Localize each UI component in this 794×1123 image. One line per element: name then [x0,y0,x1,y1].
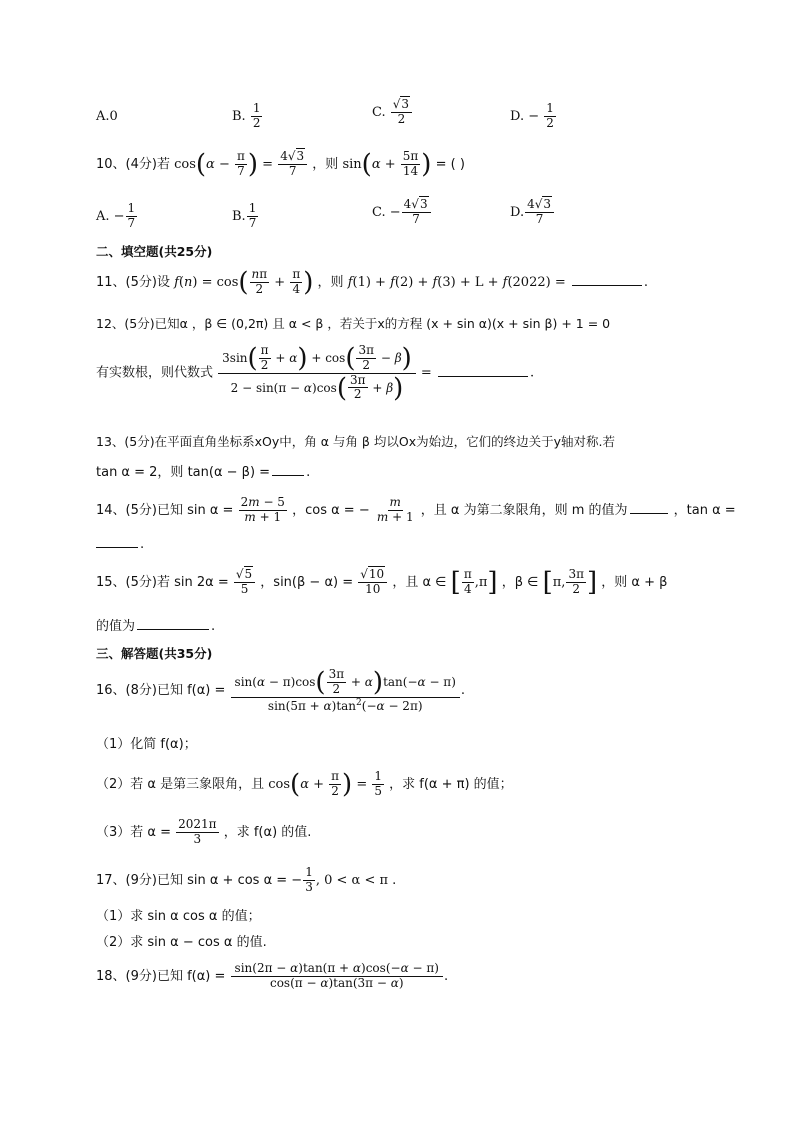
q10-option-d: D. $\frac{4√3}{7}$ [510,198,555,227]
section-answer-title: 三、解答题(共35分) [96,646,213,661]
q15-stem: 15、(5分)若 sin 2α = $\frac{√5}{5}$ ，sin(β − α) = $\frac{√10}{10}$ ，且 α ∈ [ $\frac{\pi}{4}$ ,π] ，β ∈ [π, $\frac{3\pi}{2}$ ] ，则 α + β [96,567,668,598]
q17-stem: 17、(9分)已知 sin α + cos α = − $\frac{1}{3}$ , 0 < α < π . [96,865,397,894]
q14-stem: 14、(5分)已知 sin α = $\frac{2m - 5}{m + 1}$ ，cos α = − $\frac{m}{m + 1}$ ，且 α 为第二象限角，则 m 的值为 ，tan α = [96,495,736,524]
q13-line2: tan α = 2，则 tan(α − β) = . [96,465,311,480]
q9-option-a: A.0 [96,109,118,124]
q16-stem: 16、(8分)已知 f(α) = sin(α − π)cos( $\frac{3\pi}{2}$ + α)tan(−α − π) $\sin(5\pi + \alpha)\tan^2(-\alpha - 2\pi)$ . [96,667,466,713]
q9-option-d: D. − $\frac{1}{2}$ [510,101,554,130]
q10-option-b: B. $\frac{1}{7}$ [232,201,257,230]
q16-sub3: （3）若 α = $\frac{2021\pi}{3}$ ，求 f(α) 的值. [96,817,312,846]
q9-option-c: C. $\frac{√3}{2}$ [372,98,413,127]
q16-sub1: （1）化简 f(α)； [96,737,197,752]
q12-line1: 12、(5分)已知α ，β ∈ (0,2π) 且 α < β ，若关于x的方程 (x + sin α)(x + sin β) + 1 = 0 [96,316,611,331]
q16-sub2: （2）若 α 是第三象限角，且 cos(α + $\frac{\pi}{2}$ ) = $\frac{1}{5}$ ，求 f(α + π) 的值； [96,769,513,800]
q10-stem: 10、(4分)若 cos(α − $\frac{\pi}{7}$ ) = $\frac{4√3}{7}$ ，则 sin(α + $\frac{5\pi}{14}$ ) = ( ) [96,149,465,180]
q10-option-a: A. − $\frac{1}{7}$ [96,201,136,230]
q14-line2: . [96,538,144,551]
q11-stem: 11、(5分)设 f(n) = cos( $\frac{n\pi}{2}$ + $\frac{\pi}{4}$ ) ，则 f(1) + f(2) + f(3) + L + f(2022) = . [96,267,649,298]
q10-option-c: C. − $\frac{4√3}{7}$ [372,198,432,227]
q15-line2: 的值为 . [96,619,216,634]
q13-line1: 13、(5分)在平面直角坐标系xOy中，角 α 与角 β 均以Ox为始边，它们的终边关于y轴对称.若 [96,434,615,449]
q9-option-b: B. $\frac{1}{2}$ [232,101,261,130]
q17-sub2: （2）求 sin α − cos α 的值. [96,935,267,950]
q12-line2: 有实数根，则代数式 3sin( $\frac{\pi}{2}$ + α) + cos( $\frac{3\pi}{2}$ − β) 2 − sin(π − α)cos( $\frac{3\pi}{2}$ + β) = . [96,343,535,403]
q18-stem: 18、(9分)已知 f(α) = $\frac{\sin(2\pi - \alpha)\tan(\pi + \alpha)\cos(-\alpha - \pi)}{\cos(\pi - \alpha)\tan(3\pi - \alpha)}$ . [96,961,449,990]
q17-sub1: （1）求 sin α cos α 的值； [96,909,261,924]
section-fill-in-title: 二、填空题(共25分) [96,244,213,259]
